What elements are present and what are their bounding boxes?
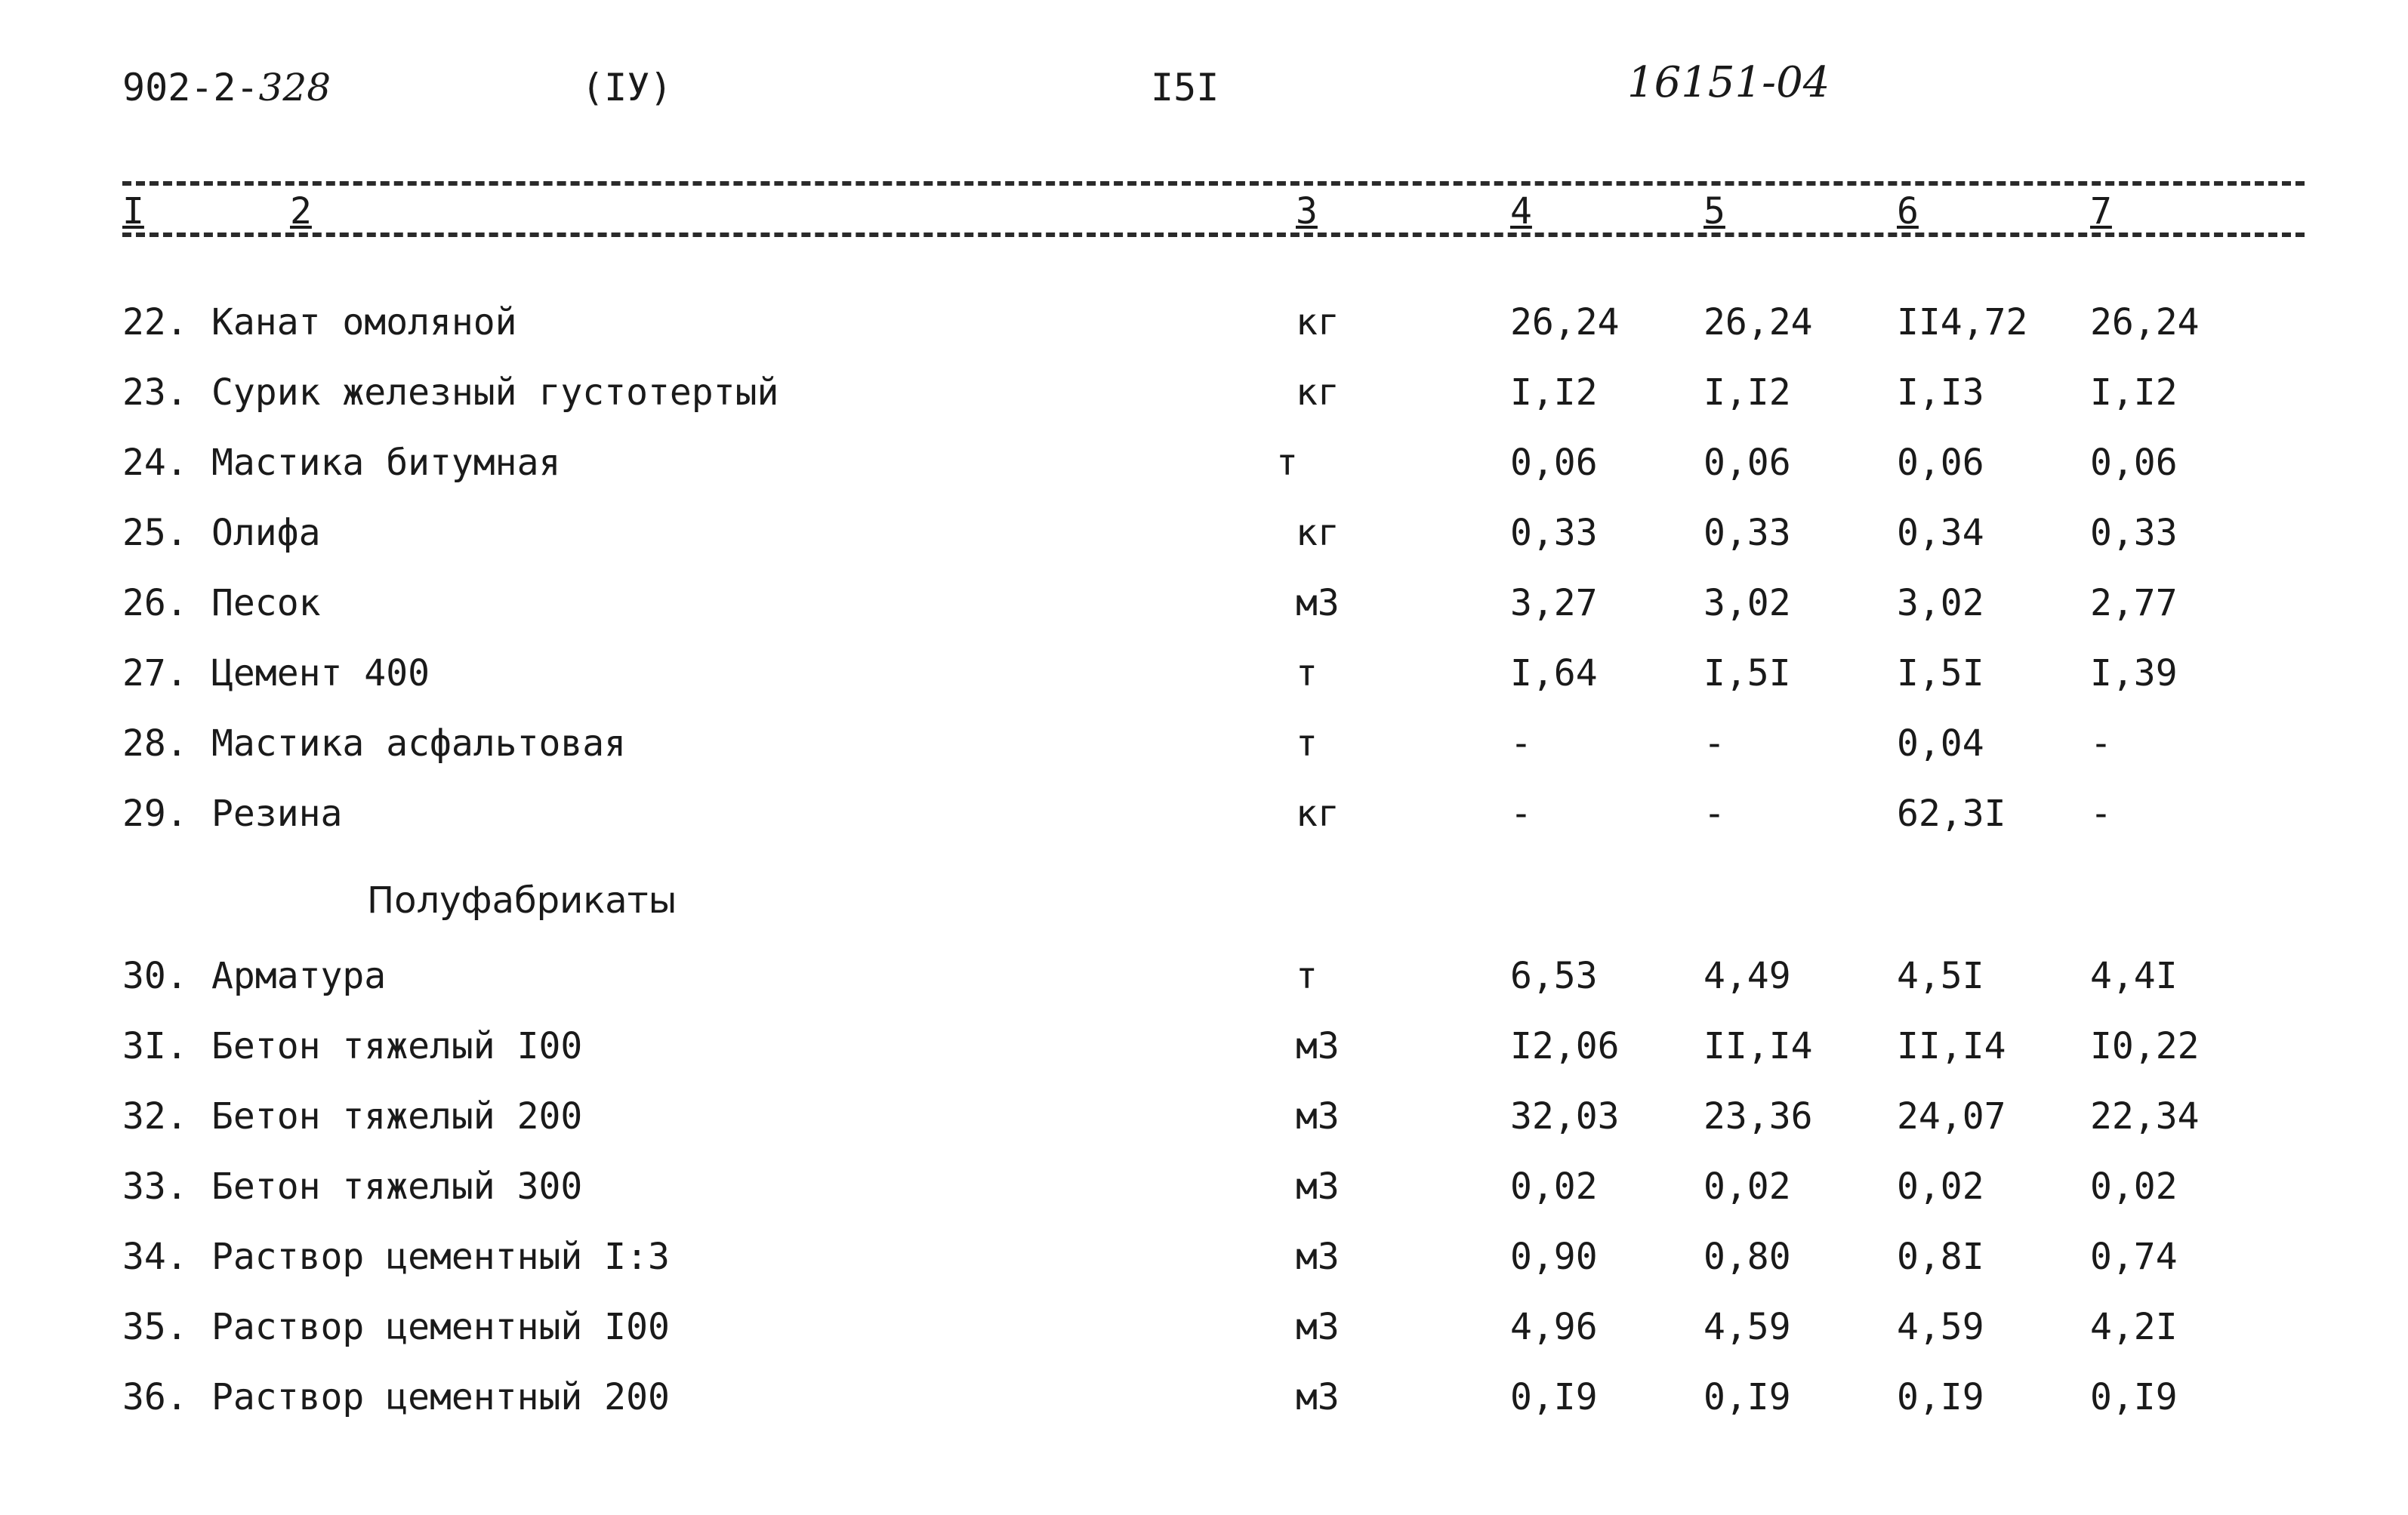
- row-value-6: 0,I9: [1897, 1376, 1984, 1418]
- row-value-5: 0,02: [1703, 1166, 1791, 1208]
- row-unit: м3: [1296, 1166, 1340, 1208]
- project-code-number: 328: [258, 66, 331, 109]
- row-name: Резина: [211, 793, 343, 835]
- page-number: I5I: [1151, 66, 1219, 109]
- row-value-4: 4,96: [1510, 1306, 1598, 1348]
- row-value-6: II,I4: [1897, 1025, 2006, 1067]
- project-code-prefix: 902-2-: [122, 66, 259, 109]
- row-value-6: 0,8I: [1897, 1236, 1984, 1278]
- dashed-rule-top: [122, 181, 2305, 186]
- row-unit: т: [1296, 652, 1318, 694]
- row-value-6: 0,04: [1897, 722, 1984, 765]
- table-row: [0, 1371, 2408, 1424]
- row-value-4: 0,33: [1510, 512, 1598, 554]
- row-unit: кг: [1296, 793, 1340, 835]
- column-number-2: 2: [290, 190, 312, 232]
- row-value-7: I,39: [2090, 652, 2178, 694]
- row-value-6: 4,5I: [1897, 955, 1984, 997]
- row-number: 30.: [122, 955, 188, 997]
- row-value-4: -: [1510, 793, 1532, 835]
- table-row: [0, 296, 2408, 349]
- row-value-7: 4,4I: [2090, 955, 2178, 997]
- row-unit: кг: [1296, 512, 1340, 554]
- row-value-4: I2,06: [1510, 1025, 1620, 1067]
- row-value-7: -: [2090, 793, 2112, 835]
- row-value-5: 0,33: [1703, 512, 1791, 554]
- table-row: [0, 950, 2408, 1002]
- row-unit: м3: [1296, 1306, 1340, 1348]
- row-value-6: 24,07: [1897, 1095, 2006, 1138]
- table-row: [0, 1160, 2408, 1213]
- row-number: 35.: [122, 1306, 188, 1348]
- row-value-5: 4,59: [1703, 1306, 1791, 1348]
- row-name: Бетон тяжелый 300: [211, 1166, 583, 1208]
- row-value-4: 6,53: [1510, 955, 1598, 997]
- row-name: Арматура: [211, 955, 387, 997]
- row-value-6: 0,02: [1897, 1166, 1984, 1208]
- row-value-6: I,5I: [1897, 652, 1984, 694]
- row-value-4: 0,90: [1510, 1236, 1598, 1278]
- row-number: 25.: [122, 512, 188, 554]
- column-number-1: I: [122, 190, 144, 232]
- row-value-5: 26,24: [1703, 301, 1813, 343]
- row-value-4: I,I2: [1510, 371, 1598, 414]
- row-value-6: II4,72: [1897, 301, 2028, 343]
- row-value-6: 0,34: [1897, 512, 1984, 554]
- table-row: [0, 1301, 2408, 1353]
- row-value-6: 4,59: [1897, 1306, 1984, 1348]
- row-value-4: -: [1510, 722, 1532, 765]
- row-value-5: II,I4: [1703, 1025, 1813, 1067]
- row-value-7: 26,24: [2090, 301, 2200, 343]
- row-value-6: 0,06: [1897, 442, 1984, 484]
- row-value-7: 4,2I: [2090, 1306, 2178, 1348]
- row-unit: кг: [1296, 371, 1340, 414]
- row-unit: кг: [1296, 301, 1340, 343]
- table-row: [0, 787, 2408, 840]
- table-row: [0, 1230, 2408, 1283]
- section-heading: Полуфабрикаты: [367, 879, 677, 922]
- row-unit: м3: [1296, 582, 1340, 624]
- row-value-7: I,I2: [2090, 371, 2178, 414]
- column-number-5: 5: [1703, 190, 1725, 232]
- row-unit: м3: [1296, 1095, 1340, 1138]
- row-value-7: 0,02: [2090, 1166, 2178, 1208]
- row-number: 24.: [122, 442, 188, 484]
- row-number: 22.: [122, 301, 188, 343]
- table-row: [0, 1090, 2408, 1143]
- column-number-3: 3: [1296, 190, 1318, 232]
- row-value-7: 0,06: [2090, 442, 2178, 484]
- row-value-6: 62,3I: [1897, 793, 2006, 835]
- row-value-7: 0,I9: [2090, 1376, 2178, 1418]
- row-value-4: 26,24: [1510, 301, 1620, 343]
- table-row: [0, 577, 2408, 630]
- row-name: Песок: [211, 582, 321, 624]
- document-number: 16151-04: [1627, 58, 1830, 107]
- row-number: 32.: [122, 1095, 188, 1138]
- row-value-7: 2,77: [2090, 582, 2178, 624]
- row-value-7: 22,34: [2090, 1095, 2200, 1138]
- row-number: 28.: [122, 722, 188, 765]
- row-value-4: 3,27: [1510, 582, 1598, 624]
- row-number: 26.: [122, 582, 188, 624]
- row-unit: т: [1276, 442, 1298, 484]
- row-value-5: I,5I: [1703, 652, 1791, 694]
- row-value-7: 0,74: [2090, 1236, 2178, 1278]
- row-name: Бетон тяжелый I00: [211, 1025, 583, 1067]
- row-unit: т: [1296, 722, 1318, 765]
- row-number: 27.: [122, 652, 188, 694]
- row-name: Цемент 400: [211, 652, 430, 694]
- row-unit: т: [1296, 955, 1318, 997]
- column-number-7: 7: [2090, 190, 2112, 232]
- row-name: Мастика асфальтовая: [211, 722, 627, 765]
- row-value-7: 0,33: [2090, 512, 2178, 554]
- table-row: [0, 507, 2408, 559]
- row-unit: м3: [1296, 1236, 1340, 1278]
- row-value-4: 0,I9: [1510, 1376, 1598, 1418]
- row-value-5: 0,80: [1703, 1236, 1791, 1278]
- project-code: [122, 65, 331, 110]
- table-row: [0, 1020, 2408, 1073]
- row-value-5: 23,36: [1703, 1095, 1813, 1138]
- row-value-5: 0,I9: [1703, 1376, 1791, 1418]
- row-value-7: -: [2090, 722, 2112, 765]
- row-value-5: 0,06: [1703, 442, 1791, 484]
- row-name: Раствор цементный I:3: [211, 1236, 670, 1278]
- row-value-4: 0,06: [1510, 442, 1598, 484]
- table-row: [0, 366, 2408, 419]
- row-value-5: I,I2: [1703, 371, 1791, 414]
- row-value-5: -: [1703, 722, 1725, 765]
- row-name: Бетон тяжелый 200: [211, 1095, 583, 1138]
- row-number: 23.: [122, 371, 188, 414]
- row-value-7: I0,22: [2090, 1025, 2200, 1067]
- row-name: Раствор цементный 200: [211, 1376, 670, 1418]
- table-row: [0, 436, 2408, 489]
- row-name: Раствор цементный I00: [211, 1306, 670, 1348]
- part-label: (IУ): [581, 66, 673, 109]
- row-value-5: 4,49: [1703, 955, 1791, 997]
- row-value-4: 0,02: [1510, 1166, 1598, 1208]
- dashed-rule-bottom: [122, 232, 2305, 237]
- row-value-6: 3,02: [1897, 582, 1984, 624]
- row-name: Мастика битумная: [211, 442, 561, 484]
- row-name: Сурик железный густотертый: [211, 371, 779, 414]
- row-value-4: 32,03: [1510, 1095, 1620, 1138]
- column-number-6: 6: [1897, 190, 1919, 232]
- row-number: 3I.: [122, 1025, 188, 1067]
- row-value-6: I,I3: [1897, 371, 1984, 414]
- table-row: [0, 717, 2408, 770]
- row-unit: м3: [1296, 1376, 1340, 1418]
- column-number-4: 4: [1510, 190, 1532, 232]
- row-value-5: 3,02: [1703, 582, 1791, 624]
- row-number: 36.: [122, 1376, 188, 1418]
- row-unit: м3: [1296, 1025, 1340, 1067]
- row-number: 33.: [122, 1166, 188, 1208]
- row-value-5: -: [1703, 793, 1725, 835]
- row-name: Канат омоляной: [211, 301, 517, 343]
- row-name: Олифа: [211, 512, 321, 554]
- row-number: 34.: [122, 1236, 188, 1278]
- row-number: 29.: [122, 793, 188, 835]
- table-row: [0, 647, 2408, 700]
- row-value-4: I,64: [1510, 652, 1598, 694]
